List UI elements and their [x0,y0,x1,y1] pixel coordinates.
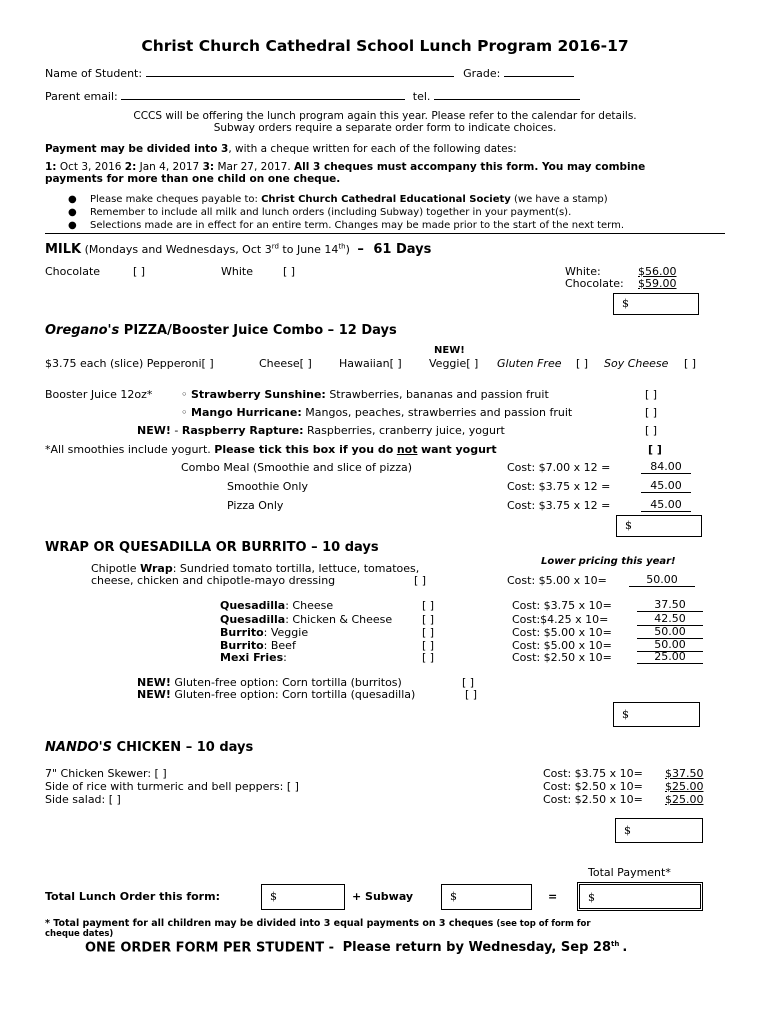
wrap-name: Wrap [140,562,173,575]
return-end: . [622,940,628,956]
milk-days: 61 Days [373,242,432,257]
pizza-heading-rest: PIZZA/Booster Juice Combo – 12 Days [123,323,397,338]
wrap-heading: WRAP OR QUESADILLA OR BURRITO – 10 days [45,540,379,555]
intro-line-1: CCCS will be offering the lunch program again this year. Please refer to the calendar for details. [133,110,637,122]
return-sup: th [611,940,620,948]
booster-juice-label: Booster Juice 12oz* [45,388,153,401]
date-3: Mar 27, 2017. [217,161,291,173]
date-1-number: 1: [45,161,57,173]
item-name: Burrito [220,626,264,639]
smoothie-3-desc: Raspberries, cranberry juice, yogurt [307,424,505,437]
item-cost: Cost: $5.00 x 10= [512,639,612,652]
parent-email-field[interactable] [121,89,405,100]
milk-white-price-label: White: [565,265,601,278]
smoothie-2-checkbox[interactable]: [ ] [645,406,658,419]
small-bullet-icon: ◦ [181,388,188,401]
milk-chocolate-price-label: Chocolate: [565,277,624,290]
grade-field[interactable] [504,66,574,77]
nandos-skewer-total: $37.50 [665,767,704,780]
milk-subtitle-mid: to June 14 [282,243,339,256]
bullet-icon: ● [68,207,77,218]
milk-title: MILK [45,242,82,257]
no-yogurt-checkbox[interactable]: [ ] [648,443,662,456]
intro-line-2: Subway orders require a separate order form to indicate choices. [213,122,557,134]
payment-lead [45,143,517,155]
combo-meal-label: Combo Meal (Smoothie and slice of pizza) [181,461,413,474]
lower-pricing-note: Lower pricing this year! [541,556,676,567]
pizza-only-label: Pizza Only [227,499,284,512]
smoothie-3-new: NEW! [137,424,171,437]
bullet-1 [90,194,608,205]
item-total: 50.00 [637,626,703,639]
item-name: Mexi Fries [220,651,284,664]
pizza-heading [45,323,397,338]
yogurt-note-bold-1: Please tick this box if you do [214,443,394,456]
combo-meal-cost: Cost: $7.00 x 12 = [507,461,611,474]
milk-dash: – [357,242,364,257]
footer-note [45,918,591,929]
wrap-item-row [220,651,287,664]
item-desc: : Chicken & Cheese [285,613,393,626]
bullet-1-bold: Christ Church Cathedral Educational Society [261,194,511,205]
wrap-item-row [220,626,308,639]
date-3-number: 3: [202,161,215,173]
gf-2-new: NEW! [137,688,171,701]
milk-total-box[interactable]: $ [613,293,699,315]
smoothie-1-checkbox[interactable]: [ ] [645,388,658,401]
smoothie-1-desc: Strawberries, bananas and passion fruit [329,388,549,401]
wrap-total: 50.00 [629,574,695,587]
tel-label: tel. [412,90,431,103]
milk-subtitle-post: ) [345,243,350,256]
pizza-soy-cheese-label: Soy Cheese [604,357,669,370]
yogurt-note [45,443,497,456]
equals-sign: = [548,890,558,903]
milk-chocolate-price: $59.00 [638,277,677,290]
date-2: Jan 4, 2017 [139,161,200,173]
gf-1-label: Gluten-free option: Corn tortilla (burritos) [174,676,402,689]
smoothie-only-cost: Cost: $3.75 x 12 = [507,480,611,493]
item-cost: Cost: $2.50 x 10= [512,651,612,664]
item-total: 42.50 [637,613,703,626]
payment-lead-bold: Payment may be divided into 3 [45,143,229,155]
nandos-salad-cost: Cost: $2.50 x 10= [543,793,643,806]
item-name: Quesadilla [220,613,286,626]
nandos-heading-rest: CHICKEN – 10 days [116,740,254,755]
wrap-item-row [220,613,392,626]
wrap-checkbox[interactable]: [ ] [414,574,427,587]
gf-1-checkbox[interactable]: [ ] [462,676,475,689]
pizza-only-cost: Cost: $3.75 x 12 = [507,499,611,512]
payment-dates [45,161,645,173]
date-1: Oct 3, 2016 [59,161,122,173]
gf-2-checkbox[interactable]: [ ] [465,688,478,701]
payment-lead-rest: , with a cheque written for each of the following dates: [228,143,517,155]
student-name-row [45,66,574,80]
item-checkbox[interactable]: [ ] [422,651,435,664]
yogurt-note-pre: *All smoothies include yogurt. [45,443,211,456]
payment-note-1: All 3 cheques must accompany this form. You may combine [294,161,646,173]
return-pre: ONE ORDER FORM PER STUDENT - [85,940,335,956]
grade-label: Grade: [463,67,501,80]
bullet-1-pre: Please make cheques payable to: [90,194,258,205]
item-cost: Cost: $3.75 x 10= [512,599,612,612]
milk-sup-2: th [338,242,346,251]
wrap-item-row [220,599,333,612]
pizza-total-box[interactable]: $ [616,515,702,537]
smoothie-3-name: Raspberry Rapture: [181,424,304,437]
return-instructions [85,940,627,955]
combo-meal-total: 84.00 [641,461,691,474]
milk-white-label: White [221,265,253,278]
milk-heading [45,242,431,257]
item-desc: : [283,651,287,664]
smoothie-only-label: Smoothie Only [227,480,308,493]
wrap-desc-2: cheese, chicken and chipotle-mayo dressing [91,574,336,587]
item-checkbox[interactable]: [ ] [422,613,435,626]
item-desc: : Cheese [285,599,334,612]
item-checkbox[interactable]: [ ] [422,626,435,639]
item-desc: : Veggie [263,626,309,639]
pizza-brand: Oregano's [45,323,120,338]
footer-note-bold: * Total payment for all children may be divided into 3 equal payments on 3 cheques [45,918,494,929]
nandos-rice-option[interactable]: Side of rice with turmeric and bell peppers: [ ] [45,780,299,793]
item-cost: Cost: $5.00 x 10= [512,626,612,639]
nandos-skewer-cost: Cost: $3.75 x 10= [543,767,643,780]
item-total: 25.00 [637,651,703,664]
total-lunch-label: Total Lunch Order this form: [45,890,220,903]
tel-field[interactable] [434,89,580,100]
bullet-3: Selections made are in effect for an entire term. Changes may be made prior to the start of the next term. [90,220,625,231]
parent-email-label: Parent email: [45,90,118,103]
parent-email-row [45,89,580,103]
smoothie-raspberry [137,424,505,437]
smoothie-strawberry [181,388,549,401]
smoothie-mango [181,406,572,419]
pizza-gluten-free-checkbox[interactable]: [ ] [576,357,589,370]
date-2-number: 2: [124,161,137,173]
gf-2-label: Gluten-free option: Corn tortilla (quesadilla) [174,688,416,701]
item-total: 50.00 [637,639,703,652]
student-name-label: Name of Student: [45,67,143,80]
pizza-hawaiian-option[interactable]: Hawaiian[ ] [339,357,402,370]
payment-note-2: payments for more than one child on one cheque. [45,173,341,185]
pizza-price-line[interactable]: $3.75 each (slice) Pepperoni[ ] [45,357,214,370]
small-bullet-icon: ◦ [181,406,188,419]
bullet-1-post: (we have a stamp) [513,194,608,205]
item-checkbox[interactable]: [ ] [422,599,435,612]
nandos-salad-option[interactable]: Side salad: [ ] [45,793,121,806]
milk-chocolate-checkbox[interactable]: [ ] [133,265,146,278]
yogurt-note-bold-2: want yogurt [420,443,497,456]
smoothie-only-total: 45.00 [641,480,691,493]
nandos-rice-total: $25.00 [665,780,704,793]
pizza-only-total: 45.00 [641,499,691,512]
smoothie-2-name: Mango Hurricane: [191,406,302,419]
footer-note-small: (see top of form for [496,919,591,929]
wrap-total-box[interactable]: $ [613,702,700,727]
total-payment-label: Total Payment* [588,866,671,879]
footer-note-2: cheque dates) [45,929,114,939]
bullet-icon: ● [68,220,77,231]
small-dash-icon: - [174,424,179,437]
pizza-soy-cheese-checkbox[interactable]: [ ] [684,357,697,370]
item-desc: : Beef [263,639,296,652]
smoothie-3-checkbox[interactable]: [ ] [645,424,658,437]
wrap-pre: Chipotle [91,562,137,575]
smoothie-2-desc: Mangos, peaches, strawberries and passion fruit [305,406,573,419]
milk-white-price: $56.00 [638,265,677,278]
nandos-skewer-option[interactable]: 7" Chicken Skewer: [ ] [45,767,167,780]
item-total: 37.50 [637,599,703,612]
milk-white-checkbox[interactable]: [ ] [283,265,296,278]
item-name: Quesadilla [220,599,286,612]
gluten-free-quesadilla-row [137,688,415,701]
smoothie-1-name: Strawberry Sunshine: [191,388,326,401]
bullet-icon: ● [68,194,77,205]
plus-subway-label: + Subway [352,890,414,903]
section-divider [45,233,725,234]
gf-1-new: NEW! [137,676,171,689]
nandos-heading [45,740,253,755]
item-cost: Cost:$4.25 x 10= [512,613,609,626]
student-name-field[interactable] [146,66,454,77]
pizza-gluten-free-label: Gluten Free [497,357,562,370]
grand-total-box[interactable]: $ [577,882,703,911]
item-checkbox[interactable]: [ ] [422,639,435,652]
milk-chocolate-label: Chocolate [45,265,101,278]
wrap-desc-text-1: : Sundried tomato tortilla, lettuce, tomatoes, [172,562,420,575]
subway-total-box[interactable]: $ [441,884,532,910]
yogurt-note-not: not [396,443,418,456]
lunch-total-box[interactable]: $ [261,884,345,910]
return-post: Please return by Wednesday, Sep 28 [342,940,611,956]
nandos-salad-total: $25.00 [665,793,704,806]
item-name: Burrito [220,639,264,652]
milk-sup-1: rd [271,242,279,251]
pizza-new-badge: NEW! [434,345,465,356]
milk-subtitle-pre: (Mondays and Wednesdays, Oct 3 [84,243,272,256]
nandos-brand: NANDO'S [45,740,113,755]
pizza-cheese-option[interactable]: Cheese[ ] [259,357,312,370]
nandos-total-box[interactable]: $ [615,818,703,843]
wrap-cost: Cost: $5.00 x 10= [507,574,607,587]
bullet-2: Remember to include all milk and lunch orders (including Subway) together in your payment(s). [90,207,572,218]
page-title: Christ Church Cathedral School Lunch Program 2016-17 [141,37,629,55]
pizza-veggie-option[interactable]: Veggie[ ] [429,357,479,370]
nandos-rice-cost: Cost: $2.50 x 10= [543,780,643,793]
